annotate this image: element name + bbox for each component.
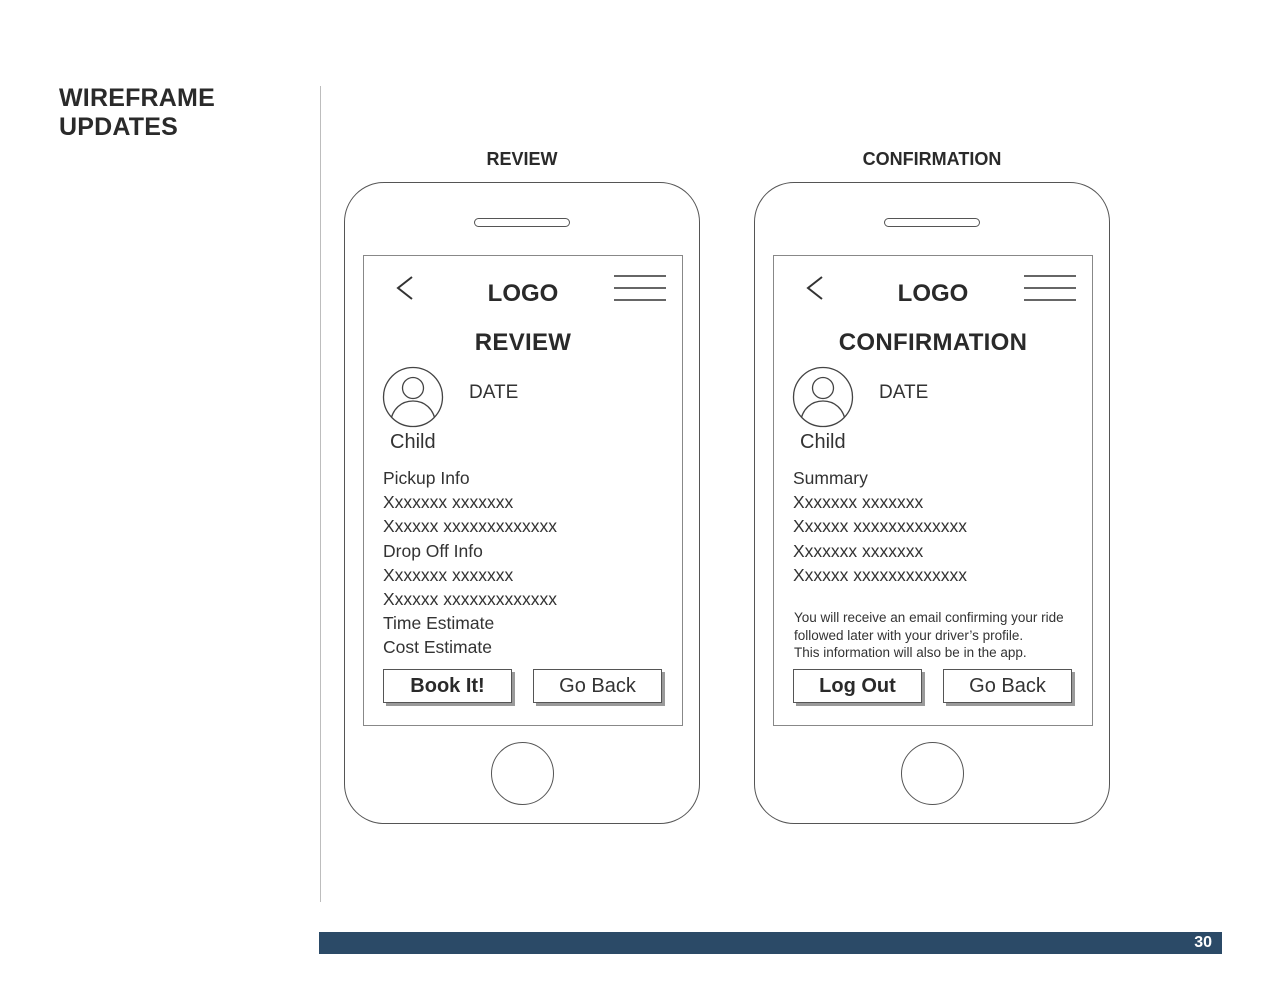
page-title	[59, 84, 215, 142]
detail-line: Xxxxxxx xxxxxxx	[793, 540, 924, 561]
review-heading: REVIEW	[486, 149, 558, 169]
date-label: DATE	[879, 382, 929, 403]
detail-line: Xxxxxx xxxxxxxxxxxxx	[793, 516, 968, 537]
child-label: Child	[800, 431, 846, 453]
avatar-icon	[792, 366, 854, 428]
go-back-button[interactable]: Go Back	[943, 669, 1072, 703]
confirmation-note	[794, 609, 1064, 662]
note-line: followed later with your driver’s profile.	[794, 627, 1024, 643]
phone-home-button	[491, 742, 554, 805]
phone-speaker	[884, 218, 980, 227]
note-line: You will receive an email confirming your ride	[794, 610, 1064, 625]
vertical-divider	[320, 86, 321, 902]
confirmation-heading: CONFIRMATION	[862, 149, 1002, 169]
page-title-line-1: WIREFRAME	[59, 84, 215, 112]
detail-line: Xxxxxx xxxxxxxxxxxxx	[383, 516, 558, 537]
phone-speaker	[474, 218, 570, 227]
summary-list	[793, 466, 967, 587]
avatar-icon	[382, 366, 444, 428]
confirmation-phone-mockup	[754, 182, 1110, 824]
review-phone-mockup	[344, 182, 700, 824]
footer-bar	[319, 932, 1222, 954]
review-screen	[363, 255, 683, 726]
detail-line: Cost Estimate	[383, 637, 492, 658]
detail-line: Summary	[793, 468, 868, 488]
detail-line: Xxxxxxx xxxxxxx	[383, 564, 514, 585]
screen-title: CONFIRMATION	[838, 329, 1028, 356]
note-line: This information will also be in the app.	[794, 645, 1027, 660]
date-label: DATE	[469, 382, 519, 403]
logo: LOGO	[897, 280, 969, 307]
phone-home-button	[901, 742, 964, 805]
log-out-button[interactable]: Log Out	[793, 669, 922, 703]
hamburger-menu-icon[interactable]	[614, 274, 666, 304]
detail-line: Xxxxxxx xxxxxxx	[383, 492, 514, 513]
detail-line: Pickup Info	[383, 468, 470, 488]
detail-line: Xxxxxxx xxxxxxx	[793, 492, 924, 513]
detail-line: Xxxxxx xxxxxxxxxxxxx	[793, 564, 968, 585]
review-details-list	[383, 466, 557, 660]
detail-line: Time Estimate	[383, 613, 495, 634]
page-number: 30	[1194, 934, 1212, 951]
go-back-button[interactable]: Go Back	[533, 669, 662, 703]
hamburger-menu-icon[interactable]	[1024, 274, 1076, 304]
detail-line: Drop Off Info	[383, 540, 483, 561]
screen-title: REVIEW	[474, 329, 572, 356]
page-title-line-2: UPDATES	[59, 113, 179, 141]
book-it-button[interactable]: Book It!	[383, 669, 512, 703]
logo: LOGO	[487, 280, 559, 307]
detail-line: Xxxxxx xxxxxxxxxxxxx	[383, 588, 558, 609]
child-label: Child	[390, 431, 436, 453]
confirmation-screen	[773, 255, 1093, 726]
